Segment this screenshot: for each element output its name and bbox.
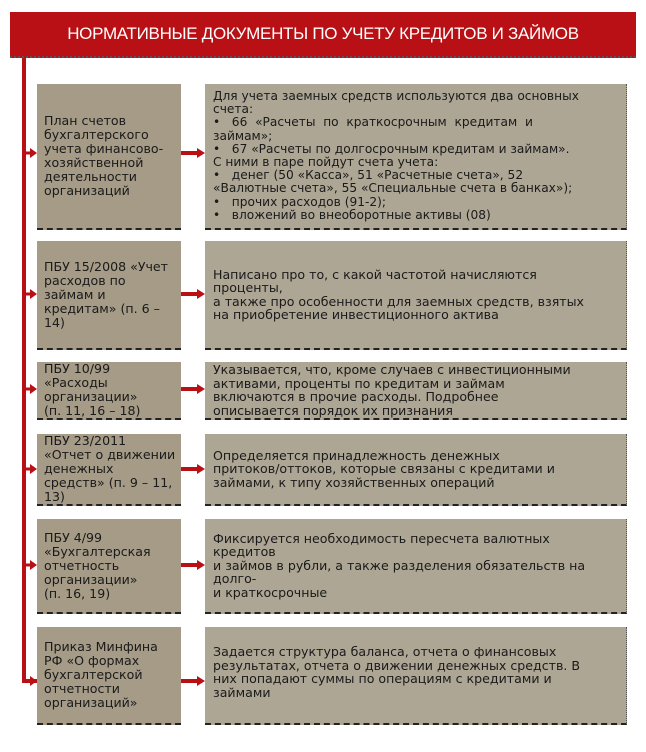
document-line: отчетность: [44, 557, 120, 573]
document-box: [37, 627, 181, 725]
arrow-right-icon: [181, 289, 205, 299]
document-box: [37, 434, 181, 506]
description-box: [205, 434, 627, 506]
document-line: ПБУ 15/2008 «Учет: [44, 258, 169, 274]
description-line: а также про особенности для заемных средств, взятых: [213, 293, 585, 309]
document-line: ПБУ 23/2011: [44, 433, 127, 448]
description-line: притоков/оттоков, которые связаны с кредитами и: [213, 461, 555, 477]
description-box: [205, 519, 627, 614]
description-line: Указывается, что, кроме случаев с инвестиционными: [213, 362, 571, 377]
arrow-right-icon: [26, 289, 37, 299]
description-box: [205, 362, 627, 420]
document-line: кредитам» (п. 6 –: [44, 300, 160, 316]
description-line: займами, к типу хозяйственных операций: [213, 474, 495, 490]
description-line: на приобретение инвестиционного актива: [213, 307, 499, 322]
description-box: [205, 241, 627, 350]
arrow-right-icon: [181, 676, 205, 686]
document-line: Приказ Минфина: [44, 639, 158, 654]
document-line: бухгалтерского: [44, 127, 149, 142]
document-line: деятельности: [44, 169, 137, 184]
arrow-right-icon: [26, 148, 37, 158]
arrow-right-icon: [181, 384, 205, 394]
document-box: [37, 241, 181, 350]
description-box: [205, 84, 627, 230]
description-line: • вложений во внеоборотные активы (08): [213, 207, 491, 222]
description-line: • денег (50 «Касса», 51 «Расчетные счета», 52: [213, 168, 524, 183]
document-box: [37, 84, 181, 230]
description-line: счета:: [213, 102, 254, 117]
arrow-right-icon: [26, 464, 37, 474]
description-line: кредитов: [213, 544, 276, 560]
description-line: них попадают суммы по операциям с кредитами и: [213, 671, 552, 686]
description-line: долго-: [213, 571, 257, 587]
document-line: расходов по: [44, 272, 126, 288]
description-line: • 67 «Расчеты по долгосрочным кредитам и займам».: [213, 141, 570, 156]
description-line: Определяется принадлежность денежных: [213, 447, 500, 463]
description-box: [205, 627, 627, 725]
diagram-title: НОРМАТИВНЫЕ ДОКУМЕНТЫ ПО УЧЕТУ КРЕДИТОВ И ЗАЙМОВ: [67, 24, 579, 43]
description-line: Фиксируется необходимость пересчета валютных: [213, 530, 550, 546]
document-box: [37, 519, 181, 614]
document-line: организации»: [44, 571, 138, 587]
description-line: Для учета заемных средств используются два основных: [213, 88, 579, 103]
document-line: организации»: [44, 389, 138, 404]
document-line: учета финансово-: [44, 141, 164, 156]
description-line: проценты,: [213, 280, 283, 295]
document-line: (п. 11, 16 – 18): [44, 403, 141, 418]
description-line: и займов в рубли, а также разделения обязательств на: [213, 557, 586, 573]
arrow-right-icon: [26, 676, 37, 686]
document-line: ПБУ 10/99: [44, 361, 111, 376]
arrow-right-icon: [181, 560, 205, 570]
document-line: РФ «О формах: [44, 653, 140, 668]
document-line: денежных: [44, 461, 114, 476]
document-line: хозяйственной: [44, 155, 144, 170]
document-line: «Расходы: [44, 375, 108, 390]
description-line: • 66 «Расчеты по краткосрочным кредитам и: [213, 115, 533, 130]
description-line: Задается структура баланса, отчета о финансовых: [213, 644, 557, 659]
arrow-right-icon: [26, 384, 37, 394]
diagram-header: [10, 12, 636, 58]
document-line: ПБУ 4/99: [44, 529, 103, 545]
document-line: (п. 16, 19): [44, 585, 111, 601]
description-line: и краткосрочные: [213, 584, 328, 600]
description-line: займами: [213, 684, 271, 700]
description-line: активами, проценты по кредитам и займам: [213, 375, 505, 391]
description-line: «Валютные счета», 55 «Специальные счета в банках»);: [213, 181, 573, 196]
document-box: [37, 362, 181, 420]
document-line: займам и: [44, 286, 106, 302]
description-line: • прочих расходов (91-2);: [213, 194, 386, 209]
description-line: результатах, отчета о движении денежных средств. В: [213, 657, 581, 673]
document-line: бухгалтерской: [44, 667, 143, 682]
description-line: описывается порядок их признания: [213, 402, 453, 418]
description-line: Написано про то, с какой частотой начисляются: [213, 266, 537, 282]
document-line: 13): [44, 489, 65, 504]
document-line: организаций»: [44, 695, 138, 710]
document-line: отчетности: [44, 681, 120, 696]
description-line: С ними в паре пойдут счета учета:: [213, 155, 439, 169]
description-line: включаются в прочие расходы. Подробнее: [213, 389, 499, 404]
document-line: средств» (п. 9 – 11,: [44, 475, 173, 490]
document-line: «Бухгалтерская: [44, 543, 151, 559]
document-line: «Отчет о движении: [44, 447, 176, 462]
document-line: План счетов: [44, 113, 127, 128]
arrow-right-icon: [26, 560, 37, 570]
description-line: займам»;: [213, 128, 273, 143]
document-line: организаций: [44, 183, 130, 198]
arrow-right-icon: [181, 464, 205, 474]
document-line: 14): [44, 314, 65, 330]
arrow-right-icon: [181, 148, 205, 158]
